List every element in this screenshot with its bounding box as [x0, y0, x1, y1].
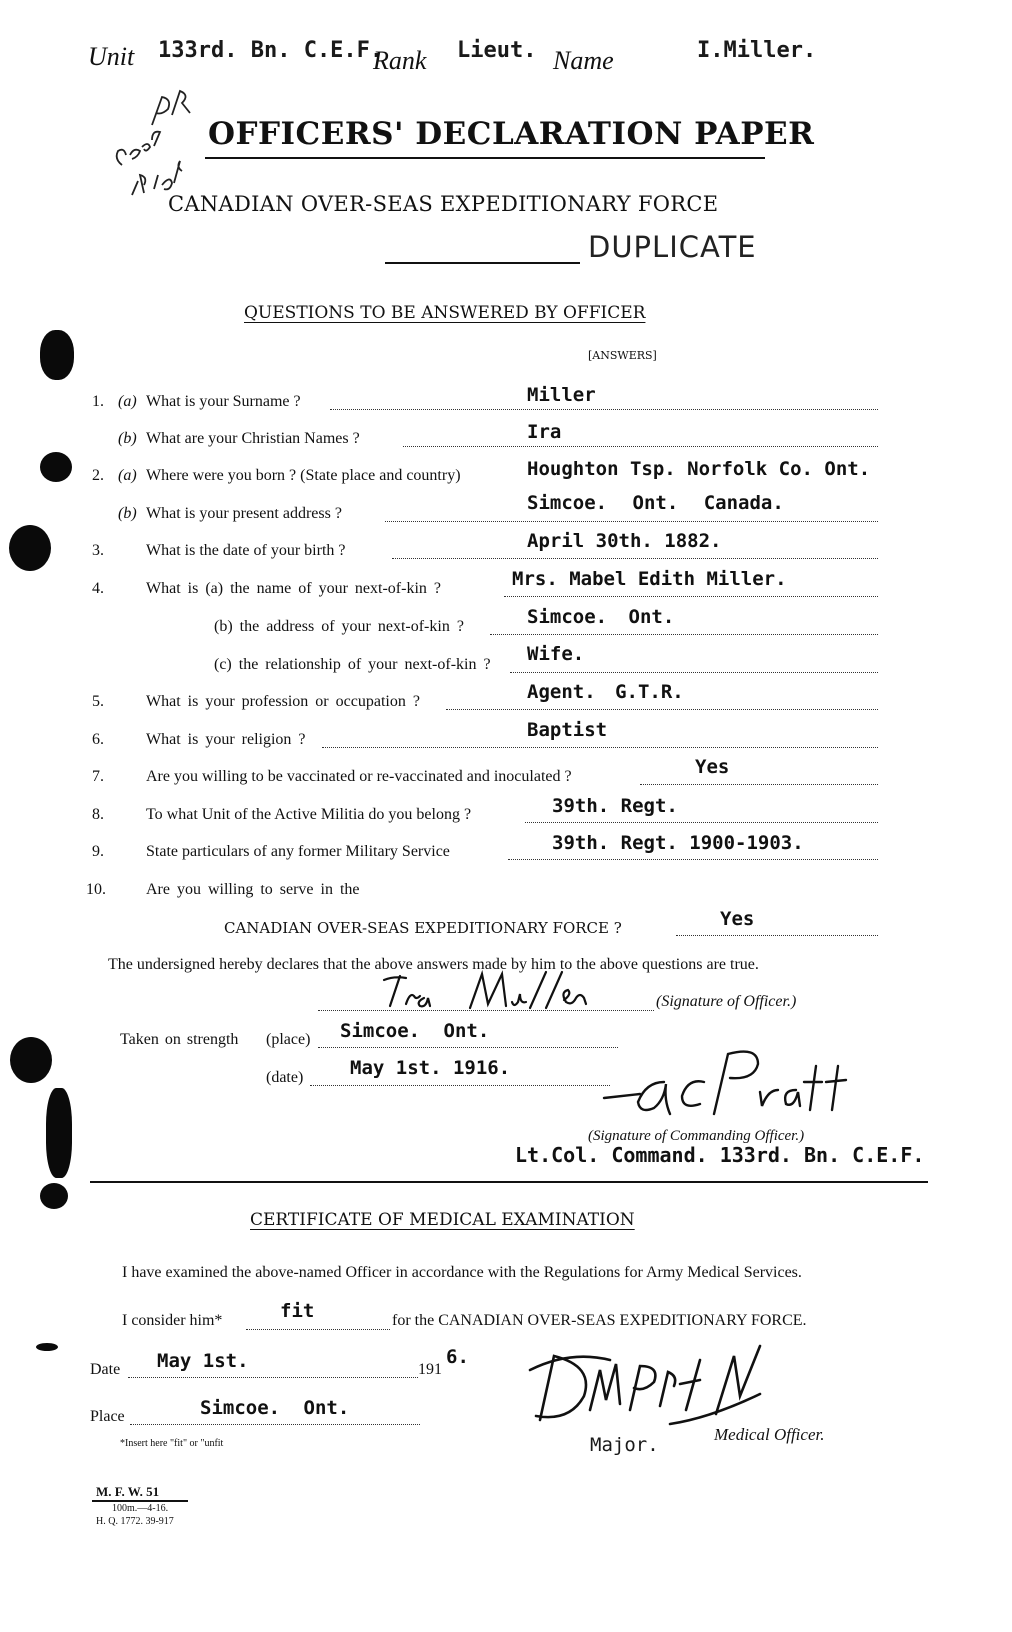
- place-label: (place): [266, 1031, 311, 1048]
- question-number: 9.: [92, 843, 104, 860]
- question-text: What is your present address ?: [146, 505, 342, 522]
- question-text: What is your Surname ?: [146, 393, 301, 410]
- question-part: (b): [118, 430, 137, 447]
- consider-suffix: for the CANADIAN OVER-SEAS EXPEDITIONARY FORCE.: [392, 1312, 807, 1329]
- name-label: Name: [553, 46, 614, 75]
- medical-heading: CERTIFICATE OF MEDICAL EXAMINATION: [250, 1210, 635, 1230]
- unit-label: Unit: [88, 42, 135, 71]
- question-part: (a): [118, 393, 137, 410]
- section-divider: [90, 1181, 928, 1183]
- question-number: 4.: [92, 580, 104, 597]
- questions-heading: QUESTIONS TO BE ANSWERED BY OFFICER: [244, 303, 646, 323]
- name-value: I.Miller.: [697, 38, 817, 63]
- answer-christian-names: Ira: [527, 421, 562, 443]
- question-number: 6.: [92, 731, 104, 748]
- question-text: Are you willing to serve in the: [146, 881, 360, 898]
- answer-vaccination: Yes: [695, 756, 730, 778]
- co-signature-caption: (Signature of Commanding Officer.): [588, 1128, 805, 1144]
- question-text: Where were you born ? (State place and country): [146, 467, 461, 484]
- officer-signature-caption: (Signature of Officer.): [656, 993, 797, 1010]
- page-title: OFFICERS' DECLARATION PAPER: [208, 116, 815, 152]
- question-number: 2.: [92, 467, 104, 484]
- taken-on-strength-label: Taken on strength: [120, 1031, 239, 1048]
- medical-place-label: Place: [90, 1408, 125, 1425]
- answers-label: [ANSWERS]: [588, 349, 657, 362]
- rank-value: Lieut.: [457, 38, 537, 63]
- date-label: (date): [266, 1069, 304, 1086]
- question-text: (c) the relationship of your next-of-kin ?: [214, 656, 491, 673]
- medical-officer-rank: Major.: [590, 1434, 659, 1456]
- question-text: What are your Christian Names ?: [146, 430, 360, 447]
- question-text: What is the date of your birth ?: [146, 542, 346, 559]
- answer-religion: Baptist: [527, 719, 608, 741]
- question-text: State particulars of any former Military Service: [146, 843, 450, 860]
- q10-continuation: CANADIAN OVER-SEAS EXPEDITIONARY FORCE ?: [224, 919, 622, 937]
- question-number: 10.: [86, 881, 106, 898]
- form-number: M. F. W. 51: [96, 1484, 160, 1499]
- question-text: What is your profession or occupation ?: [146, 693, 420, 710]
- place-value: Simcoe. Ont.: [340, 1020, 490, 1042]
- answer-occupation: Agent. G.T.R.: [527, 681, 684, 703]
- unit-value: 133rd. Bn. C.E.F.: [158, 38, 384, 63]
- question-text: (b) the address of your next-of-kin ?: [214, 618, 464, 635]
- question-part: (b): [118, 505, 137, 522]
- question-number: 3.: [92, 542, 104, 559]
- punch-hole: [40, 452, 72, 482]
- answer-next-of-kin-address: Simcoe. Ont.: [527, 606, 675, 628]
- question-number: 7.: [92, 768, 104, 785]
- declaration-text: The undersigned hereby declares that the above answers made by him to the above questions are true.: [108, 956, 759, 973]
- question-number: 1.: [92, 393, 104, 410]
- answer-birth-date: April 30th. 1882.: [527, 530, 722, 552]
- rank-label: Rank: [373, 46, 427, 75]
- medical-date-value: May 1st.: [157, 1350, 249, 1372]
- duplicate-rule: [385, 262, 580, 264]
- answer-surname: Miller: [527, 384, 596, 406]
- punch-hole: [46, 1088, 72, 1178]
- question-text: What is your religion ?: [146, 731, 306, 748]
- form-print-line-1: 100m.—4-16.: [112, 1503, 169, 1514]
- consider-value: fit: [280, 1300, 315, 1322]
- punch-hole: [9, 525, 51, 571]
- form-number-underline: [92, 1500, 188, 1502]
- question-number: 5.: [92, 693, 104, 710]
- answer-willing-to-serve: Yes: [720, 908, 755, 930]
- title-underline: [205, 157, 765, 159]
- medical-date-label: Date: [90, 1361, 121, 1378]
- medical-officer-caption: Medical Officer.: [714, 1425, 825, 1444]
- punch-hole: [10, 1037, 52, 1083]
- question-text: To what Unit of the Active Militia do you belong ?: [146, 806, 472, 823]
- medical-year-prefix: 191: [418, 1361, 442, 1378]
- officer-signature: [380, 968, 640, 1018]
- medical-place-value: Simcoe. Ont.: [200, 1397, 350, 1419]
- consider-label: I consider him*: [122, 1312, 223, 1329]
- answer-next-of-kin-name: Mrs. Mabel Edith Miller.: [512, 568, 787, 590]
- date-value: May 1st. 1916.: [350, 1057, 511, 1079]
- question-number: 8.: [92, 806, 104, 823]
- form-print-line-2: H. Q. 1772. 39-917: [96, 1516, 174, 1527]
- commanding-officer-signature: [600, 1042, 870, 1122]
- punch-hole: [40, 330, 74, 380]
- punch-hole: [36, 1343, 58, 1351]
- question-part: (a): [118, 467, 137, 484]
- medical-text: I have examined the above-named Officer in accordance with the Regulations for Army Medical Services.: [122, 1264, 802, 1281]
- question-text: Are you willing to be vaccinated or re-vaccinated and inoculated ?: [146, 768, 572, 785]
- answer-next-of-kin-relationship: Wife.: [527, 643, 585, 665]
- duplicate-stamp: DUPLICATE: [588, 230, 757, 264]
- answer-militia-unit: 39th. Regt.: [552, 795, 678, 817]
- subtitle: CANADIAN OVER-SEAS EXPEDITIONARY FORCE: [168, 192, 719, 216]
- punch-hole: [40, 1183, 68, 1209]
- co-title: Lt.Col. Command. 133rd. Bn. C.E.F.: [515, 1143, 925, 1167]
- footnote: *Insert here "fit" or "unfit: [120, 1438, 224, 1449]
- question-text: What is (a) the name of your next-of-kin ?: [146, 580, 442, 597]
- answer-present-address: Simcoe. Ont. Canada.: [527, 492, 784, 514]
- answer-birthplace: Houghton Tsp. Norfolk Co. Ont.: [527, 458, 871, 480]
- medical-year-suffix: 6.: [446, 1346, 469, 1368]
- answer-former-service: 39th. Regt. 1900-1903.: [552, 832, 804, 854]
